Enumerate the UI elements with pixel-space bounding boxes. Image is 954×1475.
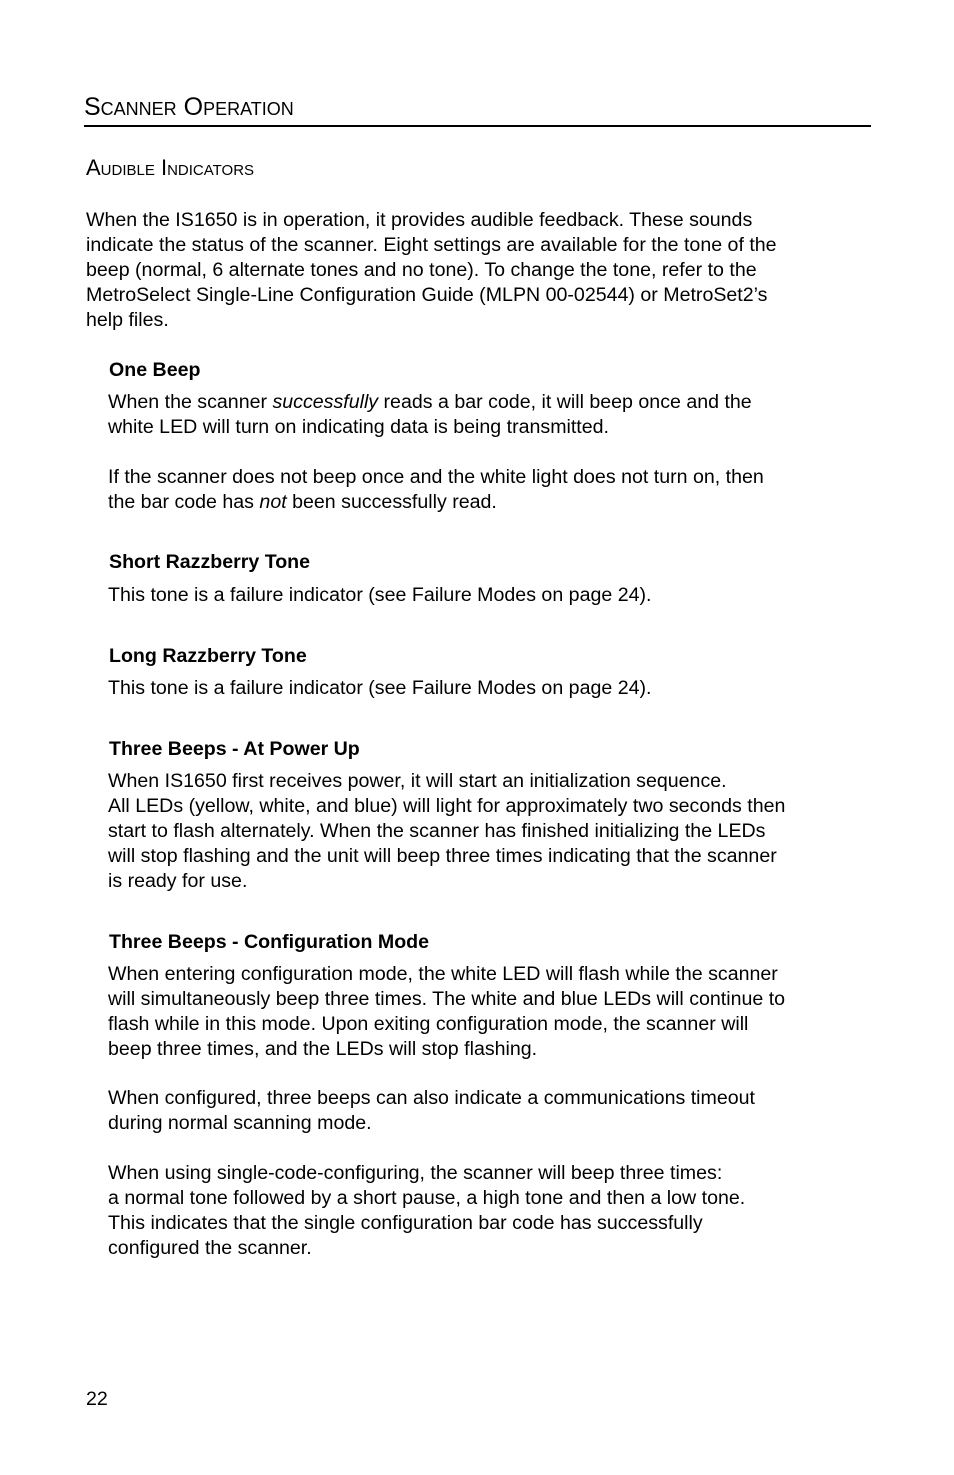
intro-line-4-start: MetroSelect Single-Line Configuration Guide ( [86,284,486,306]
long-razzberry-text: This tone is a failure indicator (see Failure Modes on page 24). [108,677,652,699]
config-p3-line-4: configured the scanner. [108,1237,312,1259]
power-up-line-2: All LEDs (yellow, white, and blue) will light for approximately two seconds then [108,795,786,817]
intro-line-4-end: 00-02544) or MetroSet2’s [540,284,768,306]
intro-line-2: indicate the status of the scanner. Eight settings are available for the tone of the [86,234,777,256]
config-mode-paragraph-2 [108,1086,878,1136]
config-p1-line-1: When entering configuration mode, the white LED will flash while the scanner [108,963,778,985]
one-beep-paragraph-1 [108,390,878,440]
config-p2-line-2: during normal scanning mode. [108,1112,372,1134]
long-razzberry-heading: Long Razzberry Tone [109,645,307,667]
power-up-paragraph [108,769,878,894]
config-p3-line-1: When using single-code-configuring, the scanner will beep three times: [108,1162,723,1184]
one-beep-paragraph-2 [108,465,878,515]
section-title: Audible Indicators [86,155,255,180]
running-header: Scanner Operation [84,90,871,127]
config-p1-line-2: will simultaneously beep three times. The white and blue LEDs will continue to [108,988,786,1010]
short-razzberry-text: This tone is a failure indicator (see Failure Modes on page 24). [108,584,652,606]
one-beep-line-1-start: When the scanner [108,391,273,413]
mlpn-abbreviation: MLPN [485,284,541,306]
intro-line-1: When the IS1650 is in operation, it provides audible feedback. These sounds [86,209,753,231]
one-beep-p2-end: been successfully read. [286,491,497,513]
emphasis-successfully: successfully [272,391,379,413]
config-mode-paragraph-1 [108,962,878,1062]
emphasis-not: not [259,491,287,513]
intro-line-3: beep (normal, 6 alternate tones and no tone). To change the tone, refer to the [86,259,757,281]
config-mode-paragraph-3 [108,1161,878,1261]
config-p3-line-3: This indicates that the single configuration bar code has successfully [108,1212,703,1234]
one-beep-line-1 [108,390,878,415]
power-up-line-3: start to flash alternately. When the scanner has finished initializing the LEDs [108,820,766,842]
power-up-heading: Three Beeps - At Power Up [109,738,360,760]
intro-line-5: help files. [86,309,169,331]
config-mode-heading: Three Beeps - Configuration Mode [109,931,430,953]
one-beep-p2-start: the bar code has [108,491,260,513]
intro-line-4 [86,283,876,308]
one-beep-line-2: white LED will turn on indicating data is being transmitted. [108,416,609,438]
config-p1-line-4: beep three times, and the LEDs will stop flashing. [108,1038,538,1060]
page-number: 22 [86,1388,108,1410]
intro-paragraph [86,208,876,333]
one-beep-line-1-end: reads a bar code, it will beep once and the [378,391,752,413]
power-up-line-5: is ready for use. [108,870,248,892]
one-beep-heading: One Beep [109,359,201,381]
one-beep-p2-line-2 [108,490,878,515]
config-p1-line-3: flash while in this mode. Upon exiting configuration mode, the scanner will [108,1013,749,1035]
config-p2-line-1: When configured, three beeps can also indicate a communications timeout [108,1087,755,1109]
config-p3-line-2: a normal tone followed by a short pause, a high tone and then a low tone. [108,1187,746,1209]
power-up-line-4: will stop flashing and the unit will beep three times indicating that the scanner [108,845,777,867]
one-beep-p2-line-1: If the scanner does not beep once and the white light does not turn on, then [108,466,764,488]
short-razzberry-heading: Short Razzberry Tone [109,551,311,573]
power-up-line-1: When IS1650 first receives power, it will start an initialization sequence. [108,770,727,792]
